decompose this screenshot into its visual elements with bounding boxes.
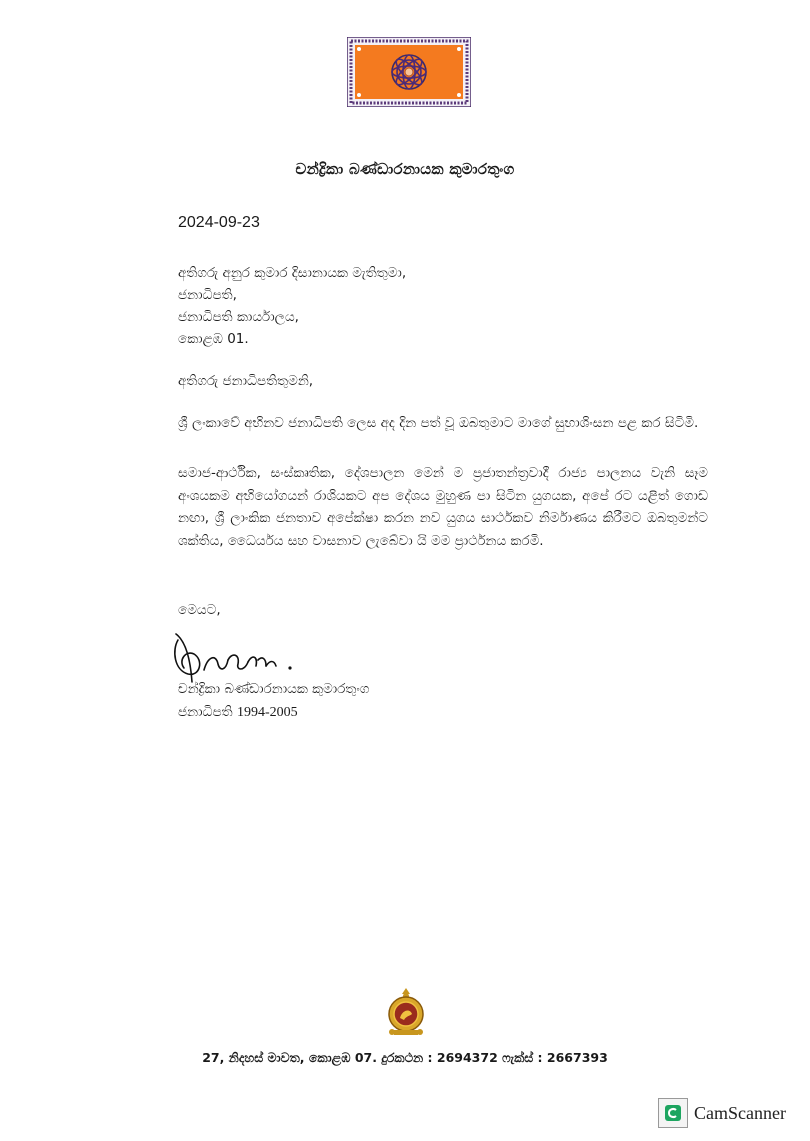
- signatory-title: [178, 704, 298, 721]
- sender-name-heading: චන්ද්‍රිකා බණ්ඩාරනායක කුමාරතුංග: [295, 160, 515, 178]
- closing-phrase: මෙයට,: [178, 602, 221, 618]
- recipient-line: අතිගරු අනුර කුමාර දිසානායක මැතිතුමා,: [178, 265, 407, 281]
- footer-address: 27, නිදහස් මාවත, කොළඹ 07. දුරකථන : 2694372 ෆැක්ස් : 2667393: [202, 1050, 608, 1065]
- recipient-line: ජනාධිපති,: [178, 287, 237, 303]
- recipient-line: ජනාධිපති කාර්යාලය,: [178, 309, 299, 325]
- salutation: අතිගරු ජනාධිපතිතුමනි,: [178, 373, 314, 389]
- recipient-address: [178, 262, 638, 350]
- camscanner-logo-icon: [658, 1098, 688, 1128]
- signatory-term-years: 1994-2005: [236, 705, 298, 720]
- national-emblem-crest-icon: [384, 986, 428, 1038]
- signatory-name: චන්ද්‍රිකා බණ්ඩාරනායක කුමාරතුංග: [178, 681, 370, 697]
- handwritten-signature-icon: [170, 630, 330, 688]
- body-paragraph-1: ශ්‍රී ලංකාවේ අභිනව ජනාධිපති ලෙස අද දින පත් වූ ඔබතුමාට මාගේ සුභාශිංසන පළ කර සිටිමි.: [178, 415, 699, 431]
- camscanner-label: CamScanner: [694, 1102, 786, 1123]
- body-paragraph-2: සමාජ-ආර්ථික, සංස්කෘතික, දේශපාලන මෙන් ම ප්‍රජාතන්ත්‍රවාදී රාජ්‍ය පාලනය වැනි සෑම අංශයකම අභියෝගයන් රාශියකට අප දේශය මුහුණ පා සිටින යුගයක, අපේ රට යළිත් ගොඩ නඟා, ශ්‍රී ලාංකික ජනතාව අපේක්ෂා කරන නව යුගය සාර්ථකව නිර්මාණය කිරීමට ඔබතුමන්ට ශක්තිය, ධෛර්යය සහ වාසනාව ලැබේවා යි මම ප්‍රාර්ථනය කරමි.: [178, 465, 708, 549]
- recipient-line: කොළඹ 01.: [178, 331, 249, 347]
- letter-date: 2024-09-23: [178, 214, 260, 231]
- signatory-office: ජනාධිපති: [178, 704, 233, 720]
- camscanner-watermark: [658, 1098, 786, 1128]
- orange-lotus-emblem-icon: [347, 37, 471, 107]
